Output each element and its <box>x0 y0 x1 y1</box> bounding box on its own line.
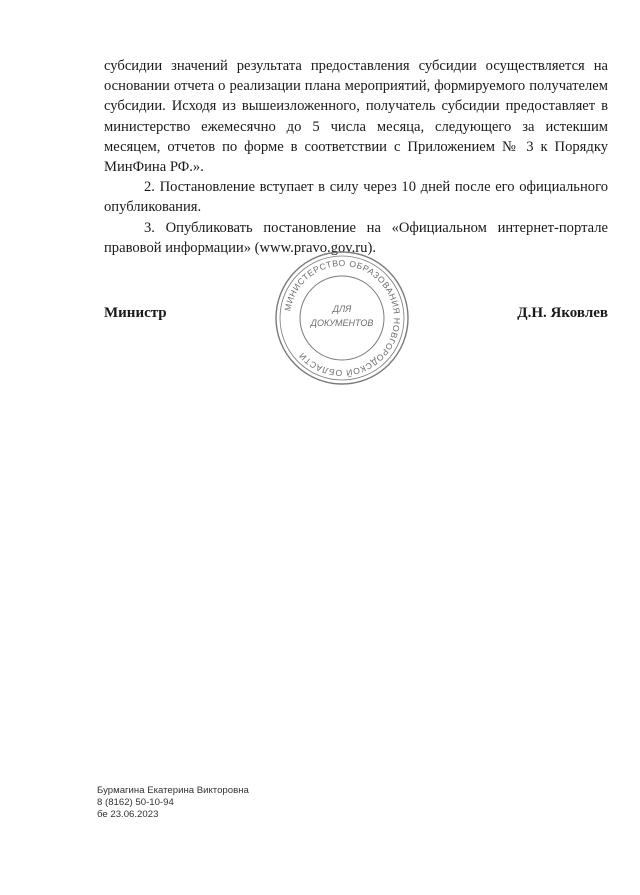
paragraph-effective-date: 2. Постановление вступает в силу через 10 дней после его официального опубликования. <box>104 179 608 216</box>
document-body <box>104 56 608 258</box>
stamp-ring-text: МИНИСТЕРСТВО ОБРАЗОВАНИЯ НОВГОРОДСКОЙ ОБЛАСТИ <box>282 257 403 379</box>
paragraph-subsidy-report: субсидии значений результата предоставления субсидии осуществляется на основании отчета о реализации плана мероприятий, формируемого получателем субсидии. Исходя из вышеизложенного, получатель субсидии предоставляет в министерство ежемесячно до 5 числа месяца, следующего за истекшим месяцем, отчетов по форме в соответствии с Приложением № 3 к Порядку МинФина РФ.». <box>104 58 608 176</box>
signature-block <box>104 305 608 335</box>
signatory-name: Д.Н. Яковлев <box>517 305 608 321</box>
executor-footer <box>97 785 249 821</box>
signatory-title: Министр <box>104 305 167 321</box>
executor-name: Бурмагина Екатерина Викторовна <box>97 785 249 796</box>
executor-code-date: бе 23.06.2023 <box>97 809 159 820</box>
paragraph-publication: 3. Опубликовать постановление на «Официальном интернет-портале правовой информации» (www.pravo.gov.ru). <box>104 219 608 256</box>
executor-phone: 8 (8162) 50-10-94 <box>97 797 174 808</box>
stamp-center-line1: ДЛЯ <box>332 304 352 314</box>
stamp-center-line2: ДОКУМЕНТОВ <box>310 318 374 328</box>
